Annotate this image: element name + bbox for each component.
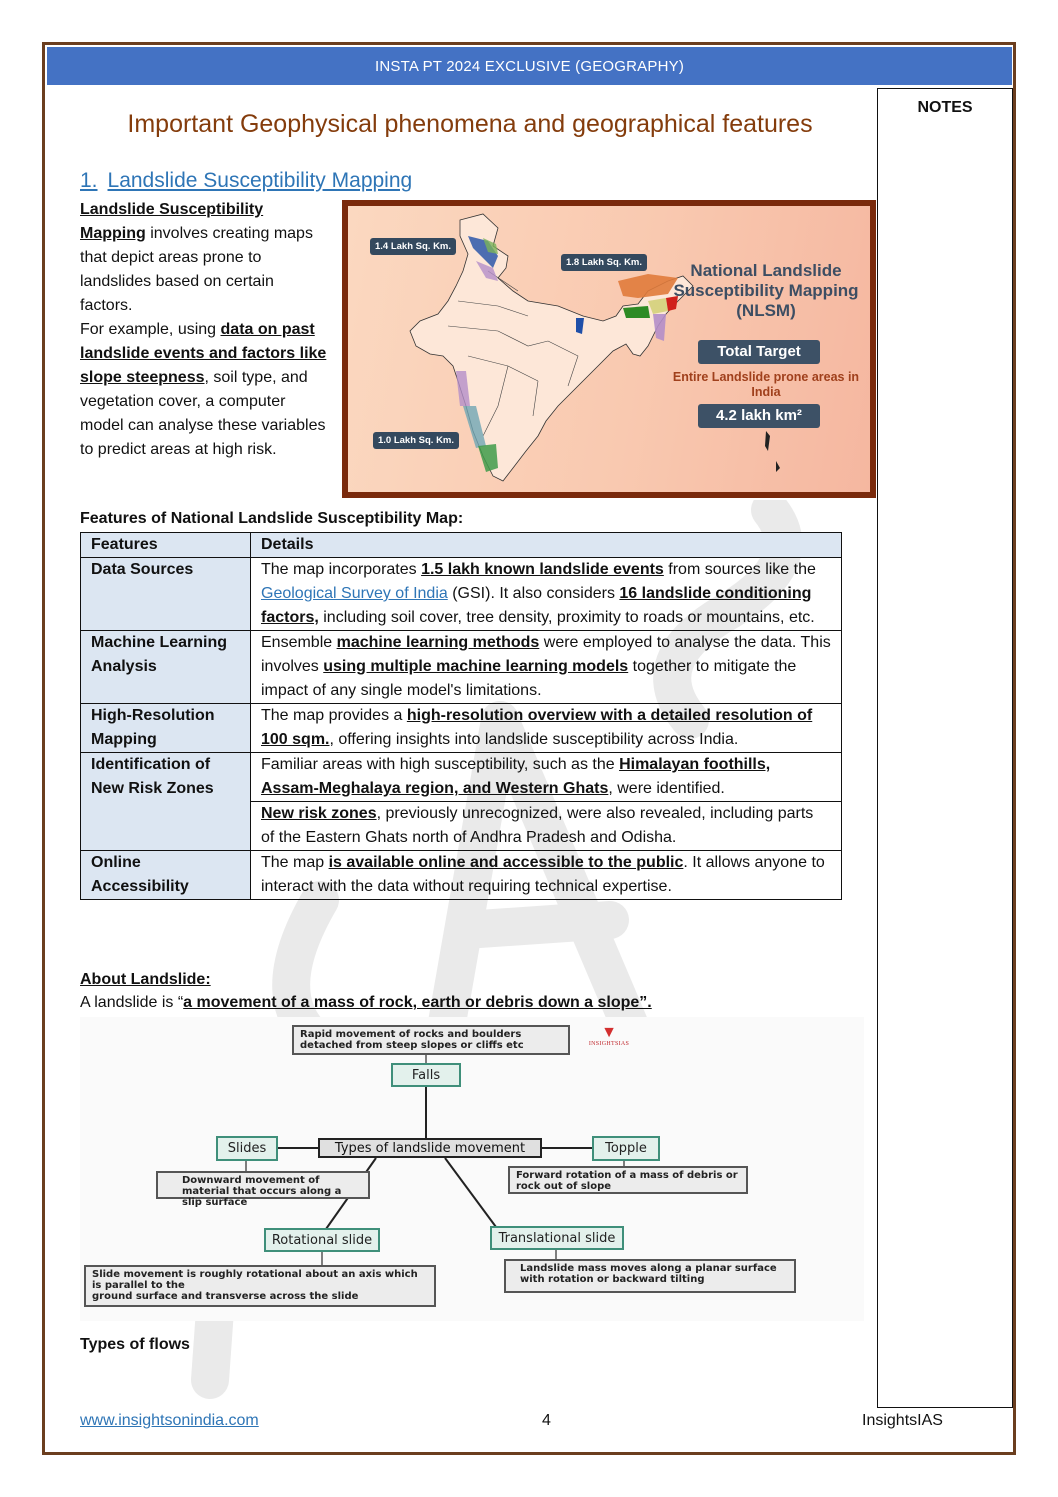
nlsm-title: National Landslide Susceptibility Mapping (NLSM) <box>673 261 859 320</box>
flows-heading: Types of flows <box>80 1336 190 1353</box>
topple-description: Forward rotation of a mass of debris or rock out of slope <box>508 1166 748 1194</box>
about-definition: A landslide is “a movement of a mass of rock, earth or debris down a slope”. <box>80 994 652 1011</box>
intro-term: Landslide Susceptibility Mapping <box>80 201 264 242</box>
nlsm-map-figure <box>342 200 876 498</box>
page-number: 4 <box>542 1412 551 1429</box>
notes-column <box>877 88 1013 1408</box>
feature-cell: Identification of New Risk Zones <box>81 753 251 851</box>
translational-slide-description: Landslide mass moves along a planar surface with rotation or backward tilting <box>504 1259 796 1293</box>
table-row <box>81 704 842 753</box>
topple-node: Topple <box>592 1136 660 1161</box>
intro-paragraph <box>80 198 330 462</box>
section-heading <box>80 169 412 193</box>
details-cell: New risk zones, previously unrecognized, were also revealed, including parts of the Eastern Ghats north of Andhra Pradesh and Odisha. <box>251 802 842 851</box>
table-row <box>81 631 842 704</box>
details-cell: The map incorporates 1.5 lakh known landslide events from sources like the Geological Survey of India (GSI). It also considers 16 landslide conditioning factors, including soil cover, tree density, proximity to roads or mountains, etc. <box>251 558 842 631</box>
falls-description: Rapid movement of rocks and boulders detached from steep slopes or cliffs etc <box>292 1025 570 1055</box>
section-title: Landslide Susceptibility Mapping <box>107 169 413 192</box>
details-cell: The map provides a high-resolution overview with a detailed resolution of 100 sqm., offering insights into landslide susceptibility across India. <box>251 704 842 753</box>
table-row <box>81 851 842 900</box>
notes-title: NOTES <box>917 99 973 116</box>
details-cell: The map is available online and accessible to the public. It allows anyone to interact with the data without requiring technical expertise. <box>251 851 842 900</box>
logo-icon: ▼ <box>601 1024 617 1041</box>
feature-cell: Online Accessibility <box>81 851 251 900</box>
map-label-north: 1.4 Lakh Sq. Km. <box>370 238 456 255</box>
column-header: Details <box>251 533 842 558</box>
translational-slide-node: Translational slide <box>490 1226 624 1250</box>
intro-text: involves creating maps that depict areas prone to landslides based on certain factors. <box>80 225 313 314</box>
falls-node: Falls <box>391 1063 461 1087</box>
total-target-label: Total Target <box>698 340 820 364</box>
details-cell: Ensemble machine learning methods were employed to analyse the data. This involves using multiple machine learning models together to mitigate the impact of any single model's limitations. <box>251 631 842 704</box>
footer-brand: InsightsIAS <box>862 1412 943 1429</box>
features-table <box>80 532 842 900</box>
total-target-value: 4.2 lakh km² <box>698 404 820 428</box>
header-title: INSTA PT 2024 EXCLUSIVE (GEOGRAPHY) <box>374 57 685 75</box>
rotational-slide-node: Rotational slide <box>264 1228 380 1252</box>
intro-text: For example, using <box>80 321 221 338</box>
rotational-slide-description: Slide movement is roughly rotational about an axis which is parallel to the ground surface and transverse across the slide <box>84 1265 436 1307</box>
table-row <box>81 753 842 802</box>
footer-website-link[interactable]: www.insightsonindia.com <box>80 1412 259 1429</box>
map-label-south: 1.0 Lakh Sq. Km. <box>373 432 459 449</box>
total-target-subtitle: Entire Landslide prone areas in India <box>672 370 860 399</box>
insightsias-logo: ▼ INSIGHTSIAS <box>584 1025 634 1055</box>
page-title: Important Geophysical phenomena and geographical features <box>127 110 813 138</box>
slides-description: Downward movement of material that occurs along a slip surface <box>156 1171 370 1199</box>
header-bar <box>47 47 1012 85</box>
intro-emphasis: data on past landslide events and factors like slope steepness <box>80 321 327 386</box>
details-cell: Familiar areas with high susceptibility, such as the Himalayan foothills, Assam-Meghalaya region, and Western Ghats, were identified. <box>251 753 842 802</box>
feature-cell: Machine Learning Analysis <box>81 631 251 704</box>
about-heading: About Landslide: <box>80 971 211 988</box>
table-row <box>81 558 842 631</box>
center-node: Types of landslide movement <box>318 1138 542 1158</box>
section-number: 1. <box>80 169 98 192</box>
feature-cell: Data Sources <box>81 558 251 631</box>
landslide-types-diagram <box>80 1017 864 1321</box>
gsi-link[interactable]: Geological Survey of India <box>261 585 448 602</box>
intro-text: , soil type, and vegetation cover, a computer model can analyse these variables to predict areas at high risk. <box>80 369 326 458</box>
feature-cell: High-Resolution Mapping <box>81 704 251 753</box>
map-label-northeast: 1.8 Lakh Sq. Km. <box>561 254 647 271</box>
slides-node: Slides <box>216 1136 278 1161</box>
column-header: Features <box>81 533 251 558</box>
table-header-row <box>81 533 842 558</box>
table-caption: Features of National Landslide Susceptibility Map: <box>80 510 464 527</box>
